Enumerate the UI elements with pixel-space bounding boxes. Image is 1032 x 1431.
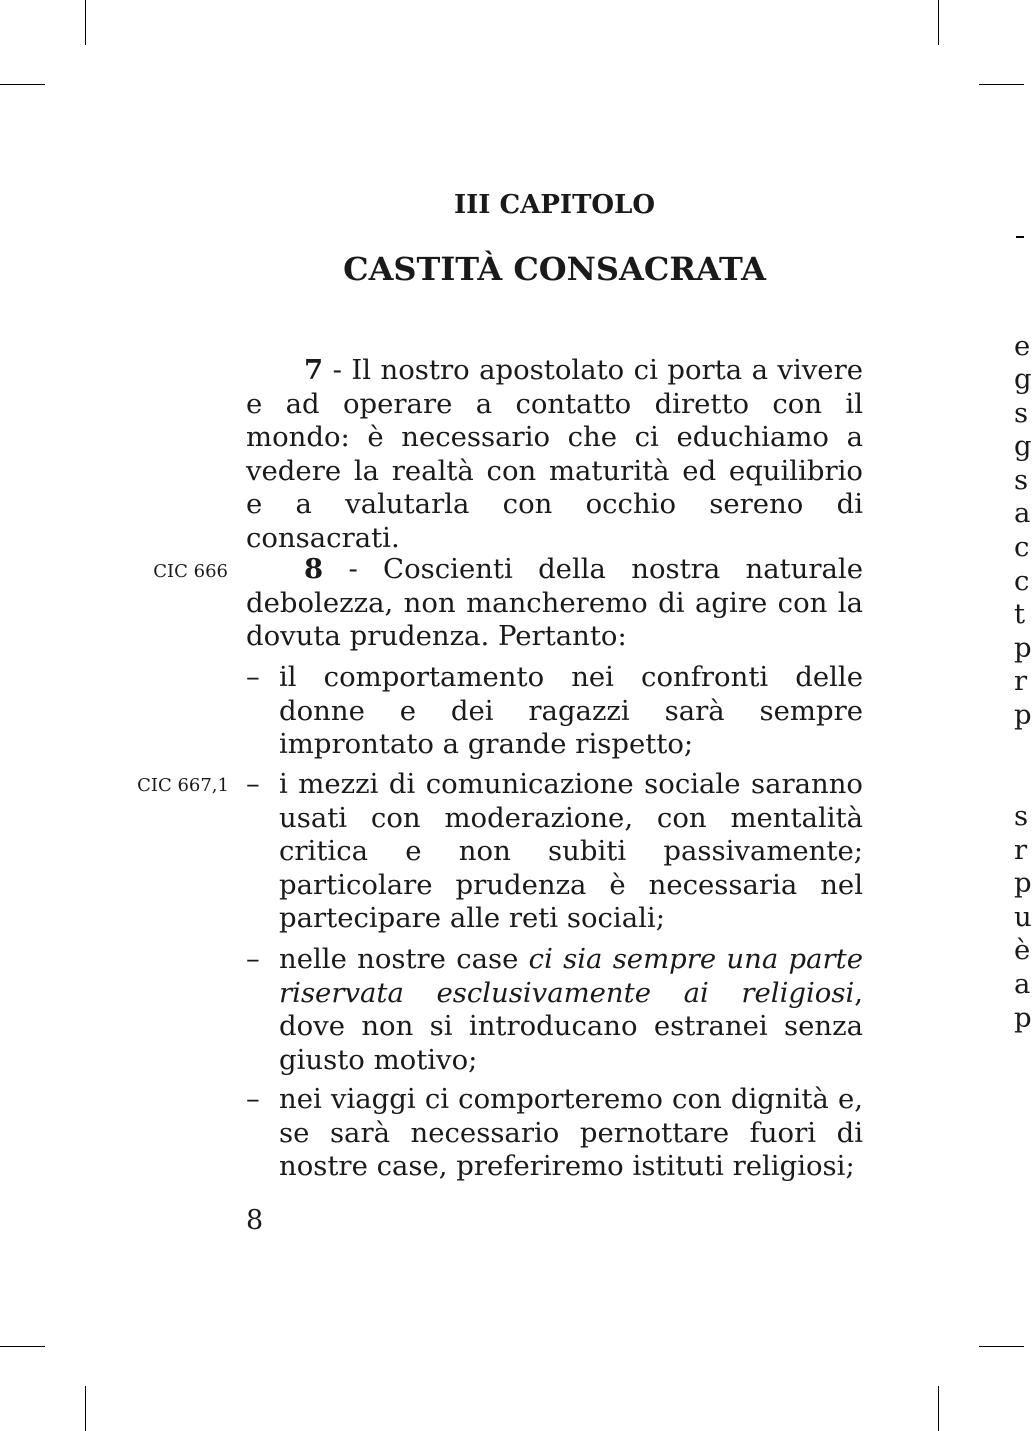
margin-reference: CIC 666 xyxy=(153,561,228,582)
paragraph-number: 8 xyxy=(304,553,324,585)
crop-mark xyxy=(85,1386,86,1431)
chapter-title: CASTITÀ CONSACRATA xyxy=(343,250,766,288)
next-page-fragment: r xyxy=(1014,834,1028,866)
list-dash: – xyxy=(246,1083,260,1115)
paragraph-text: - Il nostro apostolato ci porta a vivere e ad operare a contatto diretto con il mondo: è necessario che ci educhiamo a vedere la realtà con maturità ed equilibrio e a valutarla con occhio sereno di consacrati. xyxy=(246,354,863,554)
crop-mark xyxy=(938,1386,939,1431)
list-item-text-italic: ci sia sempre una parte riservata esclusivamente ai religiosi xyxy=(279,943,863,1009)
next-page-fragment: a xyxy=(1014,497,1031,529)
next-page-fragment: e xyxy=(1014,330,1031,362)
list-dash: – xyxy=(246,943,260,975)
next-page-fragment: u xyxy=(1014,901,1032,933)
next-page-fragment: s xyxy=(1014,397,1029,429)
page-number: 8 xyxy=(246,1205,264,1236)
next-page-fragment: è xyxy=(1014,934,1031,966)
list-dash: – xyxy=(246,768,260,800)
crop-mark xyxy=(0,84,45,85)
next-page-fragment: p xyxy=(1014,632,1032,664)
list-item-text: i mezzi di comunicazione sociale saranno usati con moderazione, con mentalità critica e non subiti passivamente; particolare prudenza è necessaria nel partecipare alle reti sociali; xyxy=(279,768,863,934)
next-page-fragment: c xyxy=(1014,565,1030,597)
next-page-fragment: s xyxy=(1014,464,1029,496)
paragraph-number: 7 xyxy=(304,354,324,386)
margin-reference: CIC 667,1 xyxy=(137,775,229,796)
next-page-fragment: s xyxy=(1014,800,1029,832)
list-dash: – xyxy=(246,661,260,693)
crop-mark xyxy=(979,1346,1024,1347)
list-item-text-plain: , dove non si introducano estranei senza giusto motivo; xyxy=(279,976,863,1076)
next-page-dash xyxy=(1016,236,1024,238)
next-page-fragment: p xyxy=(1014,1002,1032,1034)
paragraph-text: - Coscienti della nostra naturale debolezza, non mancheremo di agire con la dovuta prudenza. Pertanto: xyxy=(246,553,863,652)
list-item-text xyxy=(279,943,863,1077)
list-item-text-plain: nelle nostre case xyxy=(279,943,529,975)
list-item-text: nei viaggi ci comporteremo con dignità e, se sarà necessario pernottare fuori di nostre case, preferiremo istituti religiosi; xyxy=(279,1083,863,1182)
crop-mark xyxy=(0,1346,45,1347)
chapter-label: III CAPITOLO xyxy=(453,190,656,220)
paragraph-7 xyxy=(246,354,863,555)
next-page-fragment: a xyxy=(1014,968,1031,1000)
crop-mark xyxy=(85,0,86,45)
next-page-fragment: p xyxy=(1014,699,1032,731)
next-page-fragment: r xyxy=(1014,665,1028,697)
crop-mark xyxy=(938,0,939,45)
next-page-fragment: p xyxy=(1014,867,1032,899)
list-item-text: il comportamento nei confronti delle donne e dei ragazzi sarà sempre improntato a grande rispetto; xyxy=(279,661,863,760)
next-page-fragment: c xyxy=(1014,531,1030,563)
next-page-fragment: t xyxy=(1014,598,1026,630)
paragraph-8 xyxy=(246,553,863,654)
next-page-fragment: g xyxy=(1014,430,1032,462)
next-page-fragment: g xyxy=(1014,363,1032,395)
crop-mark xyxy=(979,84,1024,85)
